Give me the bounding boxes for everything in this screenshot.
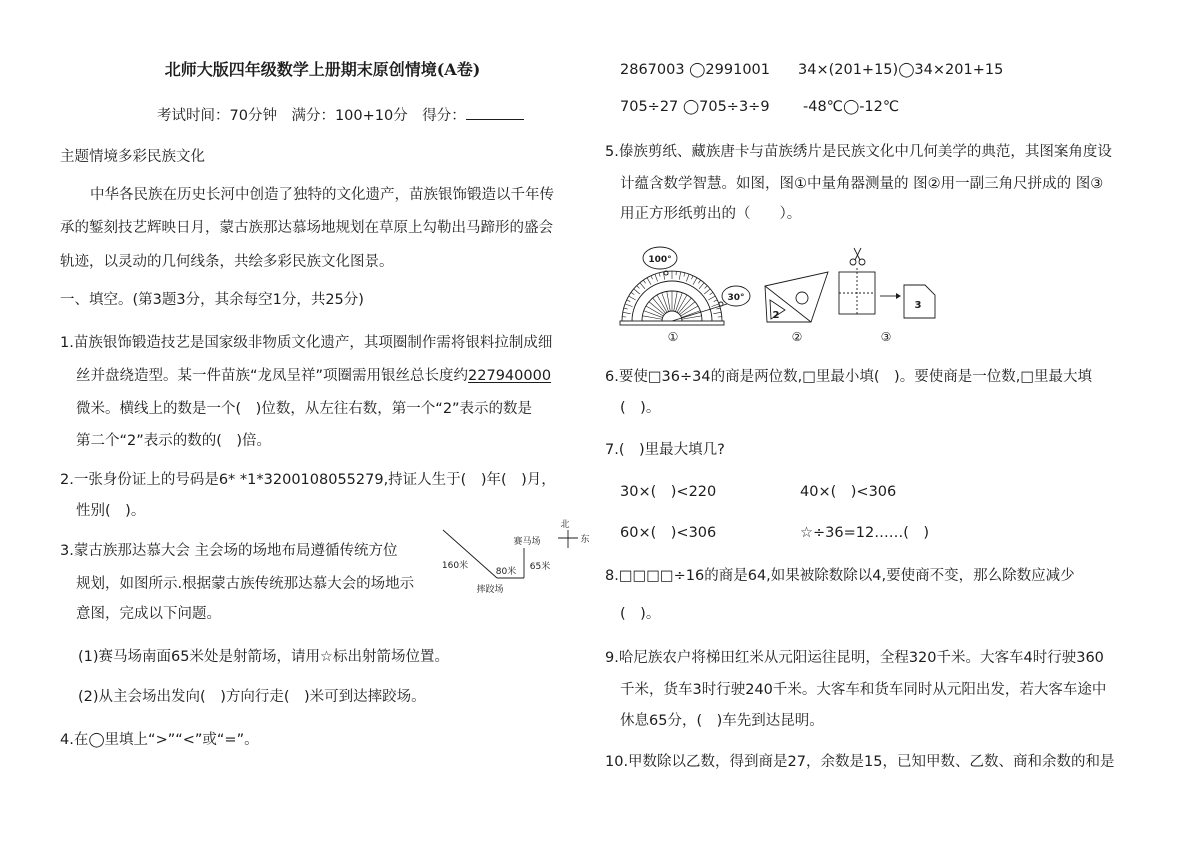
question-3-line: 意图，完成以下问题。 xyxy=(76,606,221,622)
protractor-tick xyxy=(708,296,715,300)
protractor-tick xyxy=(655,274,658,282)
comparison-item: 34×(201+15)◯34×201+15 xyxy=(798,62,1004,78)
protractor-tick xyxy=(714,300,718,302)
shape-number: 2 xyxy=(772,310,780,321)
question-9-line: 休息65分，( )车先到达昆明。 xyxy=(620,713,824,729)
exam-info-text: 考试时间：70分钟 满分：100+10分 得分： xyxy=(157,108,466,124)
figure-label: ① xyxy=(667,330,679,344)
arrow-head xyxy=(896,293,901,299)
inequality-item: ☆÷36=12……( ) xyxy=(800,525,930,541)
angle-value-label: 100° xyxy=(648,255,672,265)
protractor-tick xyxy=(698,280,700,283)
protractor-tick xyxy=(711,304,719,307)
horse-racing-field-label: 赛马场 xyxy=(513,537,541,547)
protractor-tick xyxy=(659,273,660,277)
intro-line: 轨迹，以灵动的几何线条，共绘多彩民族文化图景。 xyxy=(60,254,394,270)
protractor-tick xyxy=(710,292,713,294)
question-3-line: 3.蒙古族那达慕大会 主会场的场地布局遵循传统方位 xyxy=(60,543,398,559)
set-square-hole xyxy=(796,292,808,304)
protractor-tick xyxy=(699,283,704,289)
scissors-blade xyxy=(854,248,860,260)
protractor-tick xyxy=(640,283,645,289)
comparison-item: 2867003 ◯2991001 xyxy=(620,62,770,78)
question-1-line: 1.苗族银饰锻造技艺是国家级非物质文化遗产，其项圈制作需将银料拉制成细 xyxy=(60,335,553,351)
shape-number: 3 xyxy=(914,300,922,311)
question-2-line: 性别( )。 xyxy=(76,503,146,519)
inequality-item: 40×( )<306 xyxy=(800,484,897,500)
protractor-tick xyxy=(716,308,720,309)
east-label: 东 xyxy=(580,535,590,545)
question-1-line: 第二个“2”表示的数的( )倍。 xyxy=(76,433,272,449)
question-5-line: 用正方形纸剪出的（ ）。 xyxy=(620,206,802,222)
theme-heading: 主题情境多彩民族文化 xyxy=(60,149,205,165)
inequality-item: 60×( )<306 xyxy=(620,525,717,541)
question-8-line: ( )。 xyxy=(620,606,661,622)
figure-label: ② xyxy=(791,330,803,344)
question-4-line: 4.在◯里填上“>”“<”或“=”。 xyxy=(60,732,259,748)
scissors-icon xyxy=(850,248,865,265)
exam-info xyxy=(157,105,524,126)
angle-figures xyxy=(615,240,960,345)
intro-line: 承的錾刻技艺辉映日月，蒙古族那达慕场地规划在草原上勾勒出马蹄形的盛会 xyxy=(60,220,553,236)
exam-title: 北师大版四年级数学上册期末原创情境(A卷) xyxy=(164,60,481,79)
diagonal-distance-label: 160米 xyxy=(441,561,469,571)
question-9-line: 9.哈尼族农户将梯田红米从元阳运往昆明，全程320千米。大客车4时行驶360 xyxy=(605,650,1104,666)
angle-value-label: 30° xyxy=(727,293,745,303)
protractor-tick xyxy=(627,300,631,302)
intro-line: 中华各民族在历史长河中创造了独特的文化遗产，苗族银饰锻造以千年传 xyxy=(90,187,554,203)
protractor-tick xyxy=(651,276,653,280)
scissors-blade xyxy=(855,248,861,260)
comparison-item: 705÷27 ◯705÷3÷9 xyxy=(620,99,770,115)
comparison-item: -48℃◯-12℃ xyxy=(803,99,900,115)
protractor-tick xyxy=(623,312,631,313)
protractor-tick xyxy=(686,274,689,282)
wrestling-field-label: 摔跤场 xyxy=(476,585,504,595)
protractor-tick xyxy=(643,280,645,283)
protractor-tick xyxy=(713,312,721,313)
protractor-tick xyxy=(624,308,628,309)
question-3-sub-1: (1)赛马场南面65米处是射箭场，请用☆标出射箭场位置。 xyxy=(78,649,449,665)
question-2-line: 2.一张身份证上的号码是6* *1*3200108055279,持证人生于( )年( )月， xyxy=(60,472,556,488)
set-square-icon xyxy=(765,272,828,322)
score-blank xyxy=(466,105,524,120)
protractor-tick xyxy=(637,286,640,289)
protractor-tick xyxy=(684,273,685,277)
question-3-line: 规划，如图所示.根据蒙古族传统那达慕大会的场地示 xyxy=(76,576,415,592)
protractor-tick xyxy=(693,278,697,285)
question-1-text: 丝并盘绕造型。某一件苗族“龙凤呈祥”项圈需用银丝总长度约 xyxy=(76,368,469,384)
angle-bubble-30 xyxy=(719,286,750,306)
vertical-distance-label: 65米 xyxy=(529,562,551,572)
protractor-icon xyxy=(620,271,727,325)
question-5-line: 5.傣族剪纸、藏族唐卡与苗族绣片是民族文化中几何美学的典范，其图案角度设 xyxy=(605,144,1112,160)
question-3-sub-2: (2)从主会场出发向( )方向行走( )米可到达摔跤场。 xyxy=(78,689,426,705)
arrow-right-icon xyxy=(880,293,901,299)
question-7-line: 7.( )里最大填几? xyxy=(605,442,725,458)
protractor-tick xyxy=(647,278,651,285)
protractor-tick xyxy=(705,286,708,289)
protractor-ticks xyxy=(622,271,722,321)
protractor-tick xyxy=(629,296,636,300)
question-9-line: 千米，货车3时行驶240千米。大客车和货车同时从元阳出发，若大客车途中 xyxy=(620,682,1107,698)
north-label: 北 xyxy=(560,520,570,530)
inequality-item: 30×( )<220 xyxy=(620,484,717,500)
venue-layout-diagram xyxy=(425,515,595,600)
figure-label: ③ xyxy=(880,330,892,344)
protractor-tick xyxy=(679,272,680,280)
section-heading: 一、填空。(第3题3分，其余每空1分，共25分) xyxy=(60,292,364,308)
protractor-tick xyxy=(625,304,633,307)
protractor-tick xyxy=(704,289,710,294)
question-1-line: 微米。横线上的数是一个( )位数，从左往右数，第一个“2”表示的数是 xyxy=(76,401,533,417)
protractor-tick xyxy=(634,289,640,294)
question-10-line: 10.甲数除以乙数，得到商是27，余数是15，已知甲数、乙数、商和余数的和是 xyxy=(605,754,1115,770)
protractor-base xyxy=(620,321,724,325)
question-8-line: 8.□□□□÷16的商是64,如果被除数除以4,要使商不变，那么除数应减少 xyxy=(605,568,1075,584)
protractor-tick xyxy=(631,292,634,294)
question-6-line: 6.要使□36÷34的商是两位数,□里最小填( )。要使商是一位数,□里最大填 xyxy=(605,369,1093,385)
question-5-line: 计蕴含数学智慧。如图，图①中量角器测量的 图②用一副三角尺拼成的 图③ xyxy=(620,176,1104,192)
question-6-line: ( )。 xyxy=(620,400,661,416)
underlined-number: 227940000 xyxy=(468,368,552,384)
question-1-line xyxy=(76,366,551,386)
horizontal-distance-label: 80米 xyxy=(495,567,517,577)
protractor-tick xyxy=(691,276,693,280)
